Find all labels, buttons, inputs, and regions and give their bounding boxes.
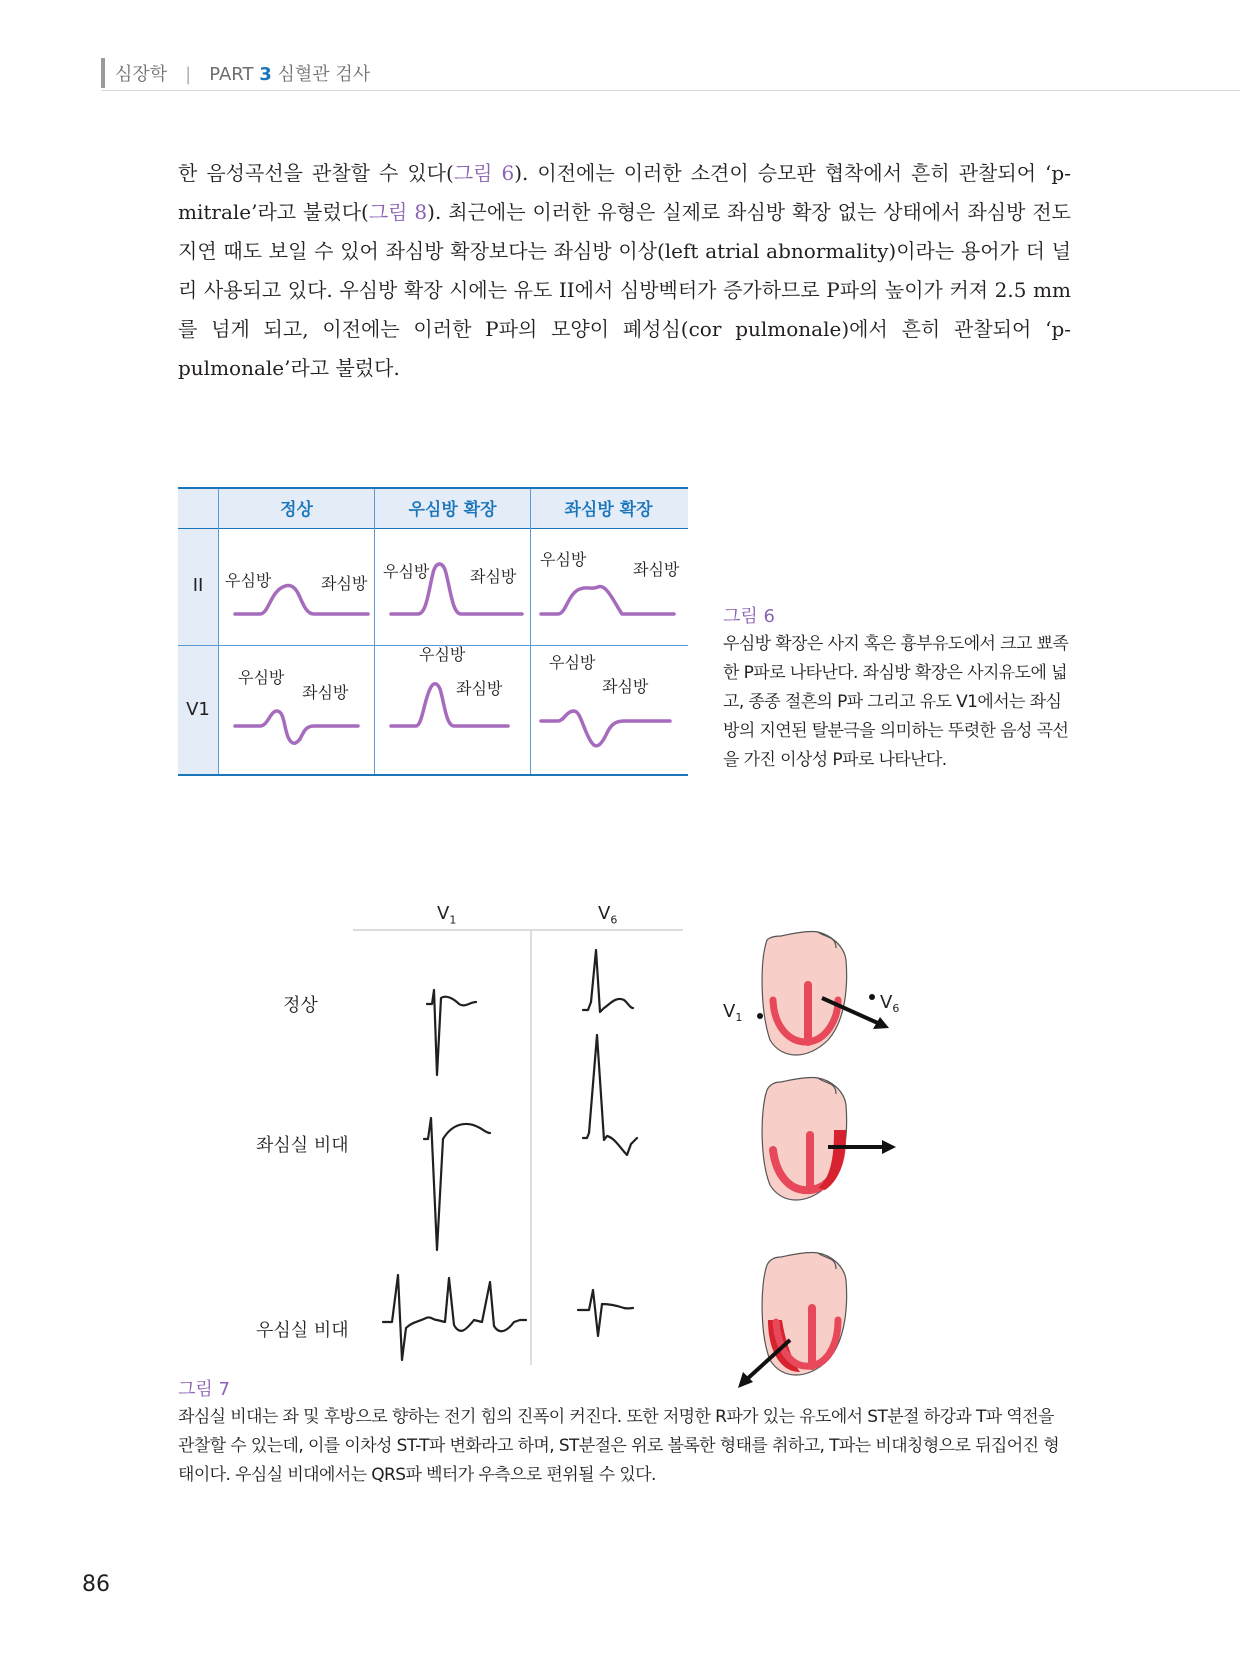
- label-la-ii-normal: 좌심방: [321, 574, 368, 593]
- header-part-number: 3: [259, 64, 272, 85]
- column-title-ra: 우심방 확장: [408, 500, 497, 520]
- row-label-lvh: 좌심실 비대: [256, 1135, 349, 1156]
- label-ra-ii-ra: 우심방: [383, 562, 430, 581]
- ecg-normal-v6: [583, 950, 633, 1012]
- label-ra-ii-la: 우심방: [540, 550, 587, 569]
- heart-lead-v1-label: $V_1$: [723, 1001, 743, 1024]
- header-part-prefix: PART: [209, 64, 254, 85]
- figure-ref-8[interactable]: 그림 8: [368, 200, 428, 224]
- column-title-la: 좌심방 확장: [564, 500, 653, 520]
- paragraph-text-3: ). 최근에는 이러한 유형은 실제로 좌심방 확장 없는 상태에서 좌심방 전도지연 때도 보일 수 있어 좌심방 확장보다는 좌심방 이상(left atrial abnormality)이라는 용어가 더 널리 사용되고 있다. 우심방 확장 시에는 유도 II에서 심방벡터가 증가하므로 P파의 높이가 커져 2.5 mm를 넘게 되고, 이전에는 이러한 P파의 모양이 폐성심(cor pulmonale)에서 흔히 관찰되어 ‘p-pulmonale’라고 불렀다.: [178, 200, 1072, 380]
- heart-normal: [757, 931, 889, 1055]
- heart-rvh: [738, 1252, 847, 1388]
- page-number: 86: [82, 1572, 110, 1597]
- lead-label-ii: II: [192, 575, 204, 596]
- figure-ref-6[interactable]: 그림 6: [453, 161, 515, 185]
- column-title-normal: 정상: [280, 500, 313, 520]
- ecg-normal-v1: [427, 990, 476, 1075]
- paragraph-text-2: ). 이전에는 이러한 소견이 승모판 협착에서 흔히 관찰되어 ‘p-mitrale’라고 불렀다(: [178, 161, 1071, 224]
- column-lead-v6: $V_6$: [598, 903, 618, 927]
- label-ra-v1-normal: 우심방: [238, 668, 285, 687]
- figure6-caption: 우심방 확장은 사지 혹은 흉부유도에서 크고 뾰족한 P파로 나타난다. 좌심방 확장은 사지유도에 넓고, 종종 절흔의 P파 그리고 유도 V1에서는 좌심방의 지연된 탈분극을 의미하는 뚜렷한 음성 곡선을 가진 이상성 P파로 나타난다.: [723, 634, 1069, 770]
- row-label-rvh: 우심실 비대: [256, 1320, 349, 1341]
- figure6-caption-title: 그림 6: [723, 606, 775, 627]
- row-label-normal: 정상: [283, 995, 318, 1016]
- header-separator: |: [185, 64, 192, 85]
- ecg-lvh-v6: [583, 1035, 637, 1155]
- label-ra-v1-la: 우심방: [549, 653, 596, 672]
- figure7-caption-title: 그림 7: [178, 1379, 230, 1400]
- label-ra-ii-normal: 우심방: [225, 571, 272, 590]
- label-la-v1-ra: 좌심방: [456, 679, 503, 698]
- ecg-lvh-v1: [424, 1118, 490, 1250]
- lead-label-v1: V1: [186, 699, 210, 720]
- label-la-v1-la: 좌심방: [602, 677, 649, 696]
- ecg-rvh-v6: [578, 1290, 633, 1336]
- label-la-ii-la: 좌심방: [633, 560, 680, 579]
- label-la-v1-normal: 좌심방: [302, 683, 349, 702]
- figure7-caption: 좌심실 비대는 좌 및 후방으로 향하는 전기 힘의 진폭이 커진다. 또한 저명한 R파가 있는 유도에서 ST분절 하강과 T파 역전을 관찰할 수 있는데, 이를 이차성 ST-T파 변화라고 하며, ST분절은 위로 볼록한 형태를 취하고, T파는 비대칭형으로 뒤집어진 형태이다. 우심실 비대에서는 QRS파 벡터가 우측으로 편위될 수 있다.: [178, 1407, 1060, 1485]
- label-ra-v1-ra: 우심방: [419, 645, 466, 664]
- ecg-rvh-v1: [383, 1275, 526, 1360]
- header-book: 심장학: [115, 64, 168, 85]
- heart-lvh: [762, 1077, 896, 1200]
- heart-lead-v6-label: $V_6$: [880, 992, 900, 1015]
- header-part-title: 심혈관 검사: [277, 64, 371, 85]
- column-lead-v1: $V_1$: [437, 903, 457, 927]
- label-la-ii-ra: 좌심방: [470, 567, 517, 586]
- paragraph-text-1: 한 음성곡선을 관찰할 수 있다(: [178, 161, 454, 185]
